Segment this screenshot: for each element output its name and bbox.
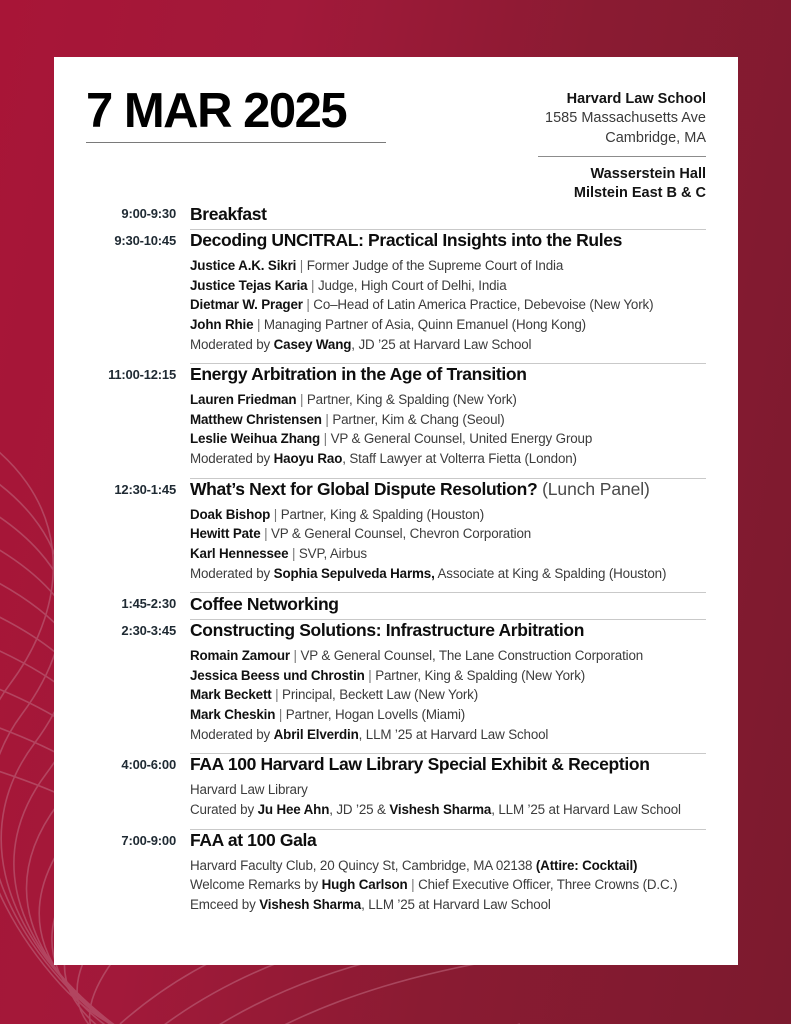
speaker-role: Partner, Hogan Lovells (Miami): [285, 707, 466, 722]
speaker-list: [190, 390, 706, 469]
speaker-name-secondary: Vishesh Sharma: [389, 801, 492, 817]
speaker-line: [190, 295, 706, 315]
session-body: [190, 479, 706, 593]
session-time: 9:30-10:45: [114, 233, 176, 248]
session-title-main: Decoding UNCITRAL: Practical Insights into the Rules: [190, 230, 622, 250]
speaker-name: Leslie Weihua Zhang: [190, 431, 321, 447]
speaker-name: Sophia Sepulveda Harms,: [273, 565, 435, 581]
session-title: [190, 364, 706, 385]
session-row: [86, 830, 706, 924]
speaker-line: [190, 564, 706, 584]
session-body: [190, 620, 706, 753]
session-title-main: Constructing Solutions: Infrastructure Arbitration: [190, 620, 585, 641]
speaker-name: Mark Beckett: [190, 687, 272, 703]
speaker-list: [190, 256, 706, 354]
speaker-role: , JD ’25 &: [329, 801, 390, 817]
speaker-role: Associate at King & Spalding (Houston): [434, 565, 667, 581]
speaker-role: SVP, Airbus: [298, 545, 367, 561]
speaker-role: Managing Partner of Asia, Quinn Emanuel (Hong Kong): [263, 316, 586, 332]
speaker-line: [190, 800, 706, 820]
speaker-role: Former Judge of the Supreme Court of India: [306, 258, 564, 273]
speaker-separator: |: [260, 526, 272, 542]
speaker-role-secondary: , LLM ’25 at Harvard Law School: [491, 801, 681, 817]
speaker-list: [190, 646, 706, 744]
speaker-role: Judge, High Court of Delhi, India: [317, 277, 507, 293]
speaker-line: [190, 875, 706, 895]
speaker-separator: |: [320, 431, 331, 447]
speaker-role: Partner, King & Spalding (Houston): [280, 506, 485, 522]
speaker-line: [190, 544, 706, 564]
speaker-role: , LLM ’25 at Harvard Law School: [361, 896, 551, 912]
speaker-line-prefix: Moderated by: [190, 726, 274, 742]
session-title: [190, 620, 706, 641]
speaker-role: Chief Executive Officer, Three Crowns (D.C.): [418, 877, 678, 893]
session-title-suffix: (Lunch Panel): [537, 478, 650, 499]
session-body: [190, 754, 706, 828]
session-row: [86, 754, 706, 828]
speaker-role: VP & General Counsel, United Energy Group: [330, 431, 593, 447]
speaker-separator: |: [270, 506, 281, 522]
speaker-separator: |: [271, 687, 283, 703]
session-time: 7:00-9:00: [121, 832, 176, 848]
venue-divider: [538, 156, 706, 157]
session-body: [190, 364, 706, 478]
speaker-separator: |: [296, 258, 307, 273]
session-title: [190, 830, 706, 851]
speaker-line: [190, 685, 706, 705]
speaker-line: [190, 449, 706, 469]
venue-room-line2: Milstein East B & C: [573, 185, 706, 202]
speaker-line: [190, 505, 706, 525]
speaker-role: , Staff Lawyer at Volterra Fietta (London): [342, 451, 577, 466]
venue-name: Harvard Law School: [566, 91, 706, 107]
speaker-line-prefix: Moderated by: [190, 336, 274, 352]
speaker-line-prefix: Curated by: [190, 801, 258, 817]
session-title: [190, 479, 706, 500]
speaker-role: Co–Head of Latin America Practice, Debevoise (New York): [313, 297, 654, 313]
speaker-line: [190, 256, 706, 276]
speaker-separator: |: [288, 545, 299, 561]
speaker-line-prefix: Emceed by: [190, 896, 260, 912]
speaker-name: Haoyu Rao: [273, 451, 343, 466]
speaker-line: [190, 429, 706, 449]
speaker-role: Partner, King & Spalding (New York): [375, 667, 586, 683]
session-title-main: What’s Next for Global Dispute Resolution?: [190, 478, 538, 499]
session-title-main: Coffee Networking: [190, 594, 339, 615]
venue-block: [476, 83, 706, 203]
speaker-separator: |: [296, 392, 307, 408]
session-row: [86, 479, 706, 593]
speaker-role: VP & General Counsel, The Lane Construction Corporation: [300, 648, 644, 664]
speaker-list: [190, 856, 706, 915]
date-underline: [86, 142, 386, 143]
session-body: [190, 203, 706, 229]
speaker-name: Lauren Friedman: [190, 392, 297, 408]
session-time: 9:00-9:30: [121, 206, 176, 221]
session-title: [190, 754, 706, 775]
session-title-main: Energy Arbitration in the Age of Transition: [190, 364, 527, 385]
session-row: [86, 230, 706, 363]
session-title: [190, 230, 706, 251]
speaker-list: [190, 780, 706, 819]
speaker-list: [190, 505, 706, 584]
speaker-line-prefix: Moderated by: [190, 565, 274, 581]
speaker-separator: |: [307, 277, 318, 293]
speaker-role: , JD ’25 at Harvard Law School: [351, 336, 532, 352]
session-body: [190, 230, 706, 363]
speaker-name: Abril Elverdin: [273, 726, 359, 742]
venue-room-line1: Wasserstein Hall: [590, 165, 706, 182]
speaker-separator: |: [253, 316, 264, 332]
speaker-separator: |: [289, 648, 301, 664]
speaker-separator: |: [325, 411, 333, 427]
page-title: 7 MAR 2025: [86, 84, 347, 138]
speaker-name: Karl Hennessee: [190, 545, 289, 561]
speaker-line: [190, 390, 706, 410]
speaker-separator: |: [364, 667, 376, 683]
speaker-line-prefix: Welcome Remarks by: [190, 877, 322, 893]
date-block: [86, 83, 386, 143]
session-title-main: FAA 100 Harvard Law Library Special Exhibit & Reception: [190, 754, 650, 775]
speaker-name: Matthew Christensen: [190, 411, 326, 427]
session-title: [190, 203, 706, 225]
speaker-name: John Rhie: [190, 316, 254, 332]
session-time: 11:00-12:15: [108, 367, 176, 383]
session-body: [190, 830, 706, 924]
session-row: [86, 593, 706, 619]
speaker-separator: |: [302, 297, 314, 313]
speaker-line: [190, 646, 706, 666]
speaker-name: Doak Bishop: [190, 506, 271, 522]
speaker-line: [190, 780, 706, 800]
speaker-name: Jessica Beess und Chrostin: [190, 667, 365, 683]
speaker-role: Harvard Law Library: [190, 782, 308, 798]
speaker-separator: |: [407, 877, 419, 893]
speaker-line: [190, 524, 706, 544]
speaker-line: [190, 666, 706, 686]
speaker-line: [190, 335, 706, 355]
speaker-role: Harvard Faculty Club, 20 Quincy St, Cambridge, MA 02138: [190, 857, 536, 873]
speaker-name: Justice A.K. Sikri: [190, 258, 297, 273]
speaker-line: [190, 315, 706, 335]
venue-address-line1: 1585 Massachusetts Ave: [545, 110, 706, 127]
speaker-separator: |: [275, 707, 286, 722]
speaker-name: Vishesh Sharma: [259, 896, 362, 912]
speaker-role: Partner, King & Spalding (New York): [306, 392, 517, 408]
speaker-role: Partner, Kim & Chang (Seoul): [332, 411, 505, 427]
speaker-line: [190, 895, 706, 915]
speaker-line: [190, 856, 706, 876]
session-row: [86, 364, 706, 478]
session-title: [190, 593, 706, 615]
speaker-line: [190, 410, 706, 430]
speaker-name: Romain Zamour: [190, 648, 290, 664]
venue-address-line2: Cambridge, MA: [605, 129, 706, 146]
poster-header: [86, 83, 706, 201]
session-time: 4:00-6:00: [121, 757, 176, 773]
speaker-name: Dietmar W. Prager: [190, 297, 303, 313]
speaker-line-prefix: Moderated by: [190, 451, 274, 466]
speaker-role: VP & General Counsel, Chevron Corporation: [271, 526, 532, 542]
session-time: 2:30-3:45: [121, 623, 176, 639]
speaker-line: [190, 725, 706, 745]
speaker-line: [190, 705, 706, 725]
schedule-list: [86, 203, 706, 923]
session-title-main: FAA at 100 Gala: [190, 829, 317, 850]
speaker-role: , LLM ’25 at Harvard Law School: [358, 726, 549, 742]
speaker-name: Justice Tejas Karia: [190, 277, 308, 293]
session-row: [86, 620, 706, 753]
speaker-name: Hewitt Pate: [190, 526, 261, 542]
schedule-card: [54, 57, 738, 965]
session-row: [86, 203, 706, 229]
speaker-name: Hugh Carlson: [321, 877, 408, 893]
session-title-main: Breakfast: [190, 204, 267, 224]
session-body: [190, 593, 706, 619]
session-time: 1:45-2:30: [121, 596, 176, 612]
speaker-name-secondary: (Attire: Cocktail): [535, 857, 638, 873]
speaker-name: Mark Cheskin: [190, 707, 276, 722]
speaker-role: Principal, Beckett Law (New York): [282, 687, 479, 703]
speaker-name: Ju Hee Ahn: [257, 801, 330, 817]
session-time: 12:30-1:45: [114, 481, 176, 497]
speaker-name: Casey Wang: [273, 336, 352, 352]
speaker-line: [190, 276, 706, 296]
